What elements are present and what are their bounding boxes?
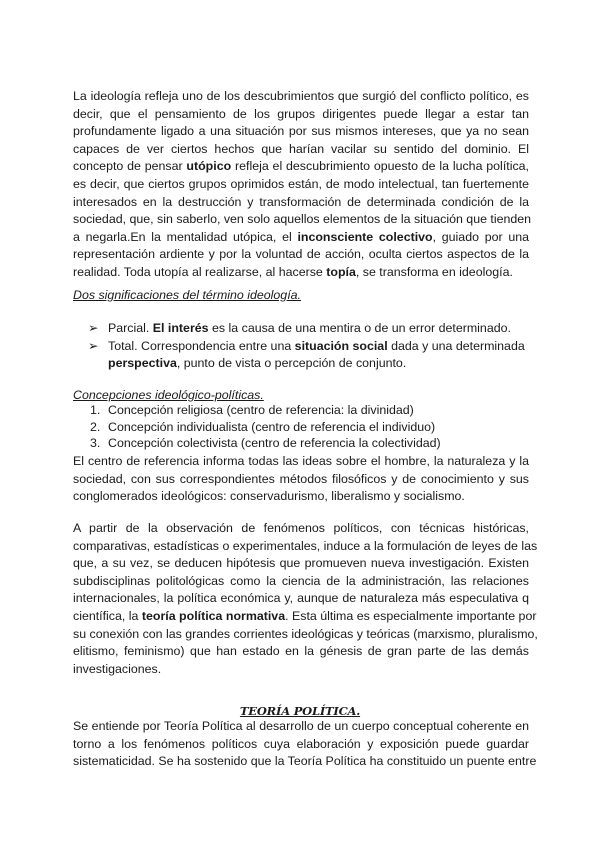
heading-concepciones: Concepciones ideológico-políticas. <box>73 388 264 402</box>
list-item: ➢ Parcial. El interés es la causa de una mentira o de un error determinado. <box>88 320 529 338</box>
list-item: 3. Concepción colectivista (centro de referencia la colectividad) <box>90 436 441 450</box>
ordered-list <box>90 402 530 452</box>
list-item: 1. Concepción religiosa (centro de referencia: la divinidad) <box>90 403 414 417</box>
bold-utopico: utópico <box>186 159 232 174</box>
section-title: TEORÍA POLÍTICA. <box>239 704 361 718</box>
heading-significaciones: Dos significaciones del término ideología. <box>73 288 301 302</box>
paragraph-ideologia-utopia: La ideología refleja uno de los descubrimientos que surgió del conflicto político, es decir, que el pensamiento de los grupos dirigentes puede llegar a estar tan profundamente ligado a una situación por sus mismos intereses, que ya no sean capaces de ver ciertos hechos que harían vacilar su sentido del dominio. El concepto de pensar utópico refleja el descubrimiento opuesto de la lucha política, es decir, que ciertos grupos oprimidos están, de modo intelectual, tan fuertemente interesados en la destrucción y transformación de determinada condición de la sociedad, que, sin saberlo, ven solo aquellos elementos de la situación que tienden a negarla.En la mentalidad utópica, el inconsciente colectivo, guiado por una representación ardiente y por la voluntad de acción, oculta ciertos aspectos de la realidad. Toda utopía al realizarse, al hacerse topía, se transforma en ideología. <box>73 89 532 279</box>
bold-topia: topía <box>326 264 356 279</box>
paragraph-centro-referencia: El centro de referencia informa todas las ideas sobre el hombre, la naturaleza y la sociedad, con sus correspondientes métodos filosóficos y de conocimiento y sus conglomerados ideológicos: conservadurismo, liberalismo y socialismo. <box>73 454 529 504</box>
arrow-bullet-icon: ➢ <box>88 321 99 335</box>
list-item: ➢ Total. Correspondencia entre una situación social dada y una determinada perspectiva, punto de vista o percepción de conjunto. <box>88 338 529 373</box>
bold-inconsciente-colectivo: inconsciente colectivo <box>297 229 433 244</box>
paragraph-teoria-politica: Se entiende por Teoría Política al desarrollo de un cuerpo conceptual coherente en torno a los fenómenos políticos cuya elaboración y exposición puede guardar sistematicidad. Se ha sostenido que la Teoría Política ha constituido un puente entre <box>73 719 537 769</box>
list-item: 2. Concepción individualista (centro de referencia el individuo) <box>90 419 436 434</box>
bold-teoria-normativa: teoría política normativa <box>141 608 286 623</box>
paragraph-observacion: A partir de la observación de fenómenos políticos, con técnicas históricas, comparativas, estadísticas o experimentales, induce a la formulación de leyes de las que, a su vez, se deducen hipótesis que promueven nueva investigación. Existen subdisciplinas politológicas como la ciencia de la administración, las relaciones internacionales, la política económica y, aunque de naturaleza más especulativa q científica, la teoría política normativa. Esta última es especialmente importante por su conexión con las grandes corrientes ideológicas y teóricas (marxismo, pluralismo, elitismo, feminismo) que han estado en la génesis de gran parte de las demás investigaciones. <box>73 521 538 676</box>
arrow-bullet-icon: ➢ <box>88 338 99 353</box>
bullet-list <box>88 320 529 373</box>
